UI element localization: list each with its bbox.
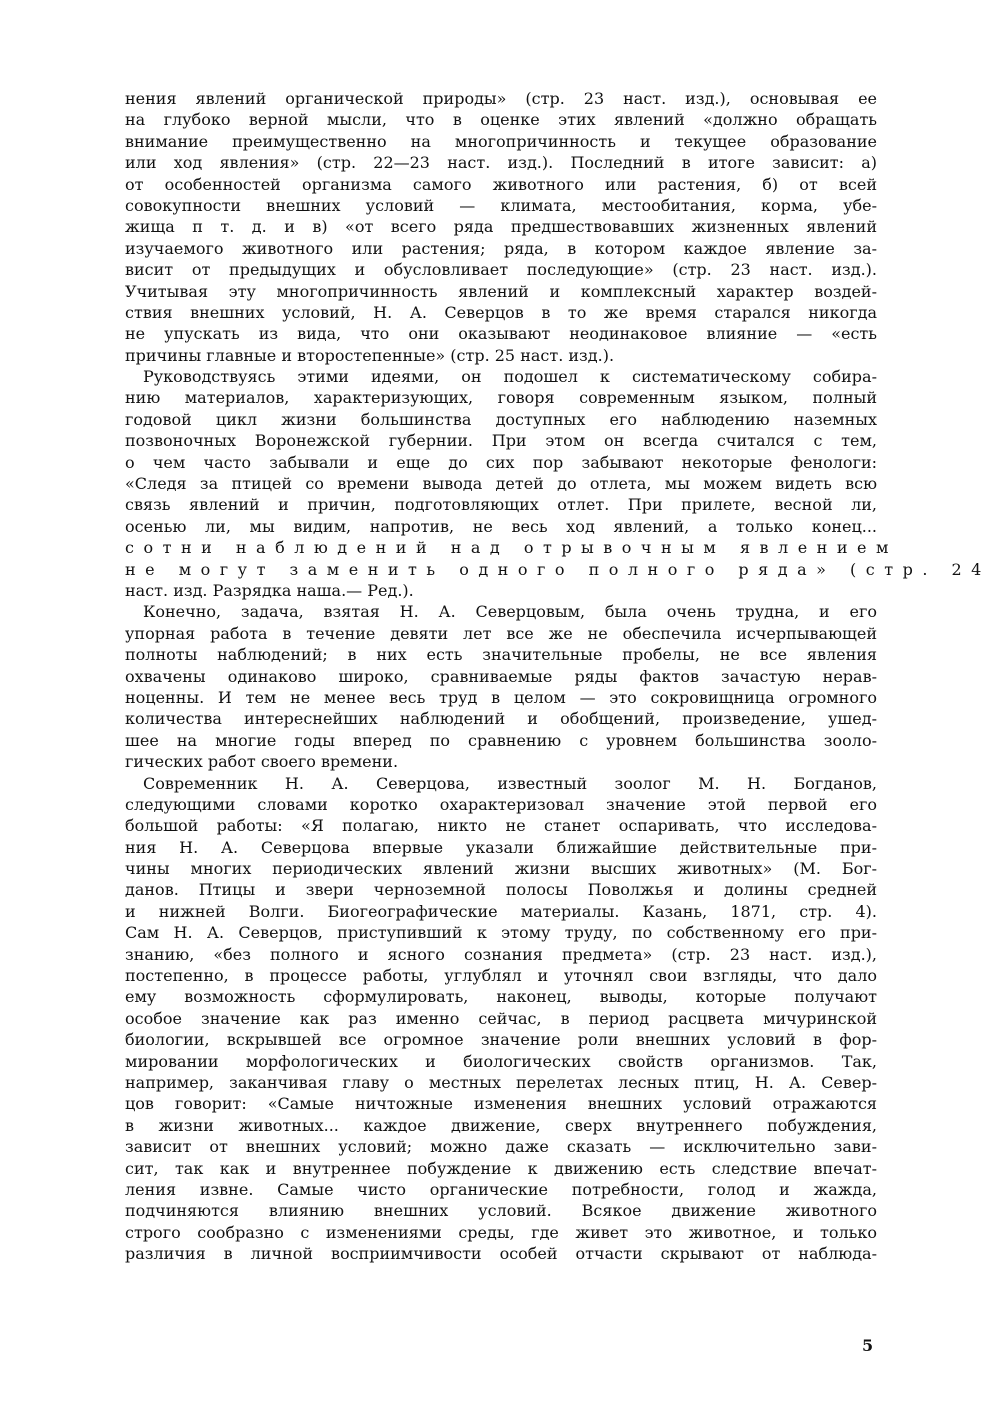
text-line: нения явлений органической природы» (стр. 23 наст. изд.), основывая ее: [125, 89, 877, 108]
text-line: жища п т. д. и в) «от всего ряда предшествовавших жизненных явлений: [125, 217, 877, 237]
text-line: охвачены одинаково широко, сравниваемые ряды фактов зачастую нерав-: [125, 666, 877, 686]
text-line: ствия внешних условий, Н. А. Северцов в то же время старался никогда: [125, 302, 877, 322]
text-line: чины многих периодических явлений жизни высших животных» (М. Бог-: [125, 859, 877, 879]
text-line: например, заканчивая главу о местных перелетах лесных птиц, Н. А. Север-: [125, 1072, 877, 1092]
text-line: не упускать из вида, что они оказывают неодинаковое влияние — «есть: [125, 324, 877, 344]
text-line: связь явлений и причин, подготовляющих отлет. При прилете, весной ли,: [125, 495, 877, 515]
paragraph-1: [125, 88, 877, 366]
text-line: причины главные и второстепенные» (стр. 25 наст. изд.).: [125, 345, 615, 365]
text-line: данов. Птицы и звери черноземной полосы Поволжья и долины средней: [125, 880, 877, 900]
text-line-spaced: не могут заменить одного полного ряда» (стр. 24: [125, 559, 991, 579]
page-number: 5: [862, 1336, 874, 1355]
text-line: на глубоко верной мысли, что в оценке этих явлений «должно обращать: [125, 110, 877, 130]
text-line: в жизни животных... каждое движение, сверх внутреннего побуждения,: [125, 1115, 877, 1135]
text-line: большой работы: «Я полагаю, никто не станет оспаривать, что исследова-: [125, 816, 877, 836]
text-line: годовой цикл жизни большинства доступных его наблюдению наземных: [125, 409, 877, 429]
text-line: или ход явления» (стр. 22—23 наст. изд.). Последний в итоге зависит: а): [125, 153, 877, 173]
text-line: полноты наблюдений; в них есть значительные пробелы, не все явления: [125, 645, 877, 665]
text-line: Сам Н. А. Северцов, приступивший к этому труду, по собственному его при-: [125, 923, 877, 943]
text-line: упорная работа в течение девяти лет все же не обеспечила исчерпывающей: [125, 623, 877, 643]
text-line: изучаемого животного или растения; ряда, в котором каждое явление за-: [125, 238, 877, 258]
text-line: сит, так как и внутреннее побуждение к движению есть следствие впечат-: [125, 1158, 877, 1178]
text-line: биологии, вскрывшей все огромное значение роли внешних условий в фор-: [125, 1030, 877, 1050]
text-line: осенью ли, мы видим, напротив, не весь ход явлений, а только конец...: [125, 516, 877, 536]
text-line: следующими словами коротко охарактеризовал значение этой первой его: [125, 794, 877, 814]
text-line: Руководствуясь этими идеями, он подошел к систематическому собира-: [143, 367, 877, 387]
page-body: [125, 88, 991, 1264]
text-line: ния Н. А. Северцова впервые указали ближайшие действительные при-: [125, 837, 877, 857]
text-line: висит от предыдущих и обусловливает последующие» (стр. 23 наст. изд.).: [125, 260, 877, 280]
text-line: строго сообразно с изменениями среды, где живет это животное, и только: [125, 1222, 877, 1242]
text-line: внимание преимущественно на многопричинность и текущее образование: [125, 131, 877, 151]
text-line: мировании морфологических и биологических свойств организмов. Так,: [125, 1051, 877, 1071]
text-line: цов говорит: «Самые ничтожные изменения внешних условий отражаются: [125, 1094, 877, 1114]
text-line: позвоночных Воронежской губернии. При этом он всегда считался с тем,: [125, 431, 877, 451]
text-line: гических работ своего времени.: [125, 752, 399, 772]
paragraph-2: [125, 366, 991, 601]
text-line: особое значение как раз именно сейчас, в период расцвета мичуринской: [125, 1008, 877, 1028]
text-line: от особенностей организма самого животного или растения, б) от всей: [125, 174, 877, 194]
text-line: нию материалов, характеризующих, говоря современным языком, полный: [125, 388, 877, 408]
text-line: Учитывая эту многопричинность явлений и комплексный характер воздей-: [125, 281, 877, 301]
text-line: наст. изд. Разрядка наша.— Ред.).: [125, 580, 414, 600]
text-line: различия в личной восприимчивости особей отчасти скрывают от наблюда-: [125, 1244, 877, 1264]
text-line: ления извне. Самые чисто органические потребности, голод и жажда,: [125, 1179, 877, 1199]
text-line: «Следя за птицей со времени вывода детей до отлета, мы можем видеть всю: [125, 474, 877, 494]
paragraph-3: [125, 601, 877, 772]
text-line: Конечно, задача, взятая Н. А. Северцовым, была очень трудна, и его: [143, 602, 877, 622]
text-line: о чем часто забывали и еще до сих пор забывают некоторые фенологи:: [125, 452, 877, 472]
text-line: подчиняются влиянию внешних условий. Всякое движение животного: [125, 1201, 877, 1221]
text-line: зависит от внешних условий; можно даже сказать — исключительно зави-: [125, 1137, 877, 1157]
text-line: знанию, «без полного и ясного сознания предмета» (стр. 23 наст. изд.),: [125, 944, 877, 964]
text-line: шее на многие годы вперед по сравнению с уровнем большинства зооло-: [125, 730, 877, 750]
text-line: ему возможность сформулировать, наконец, выводы, которые получают: [125, 987, 877, 1007]
text-line: постепенно, в процессе работы, углублял и уточнял свои взгляды, что дало: [125, 966, 877, 986]
text-line: совокупности внешних условий — климата, местообитания, корма, убе-: [125, 195, 877, 215]
text-line: количества интереснейших наблюдений и обобщений, произведение, ушед-: [125, 709, 877, 729]
text-line: и нижней Волги. Биогеографические материалы. Казань, 1871, стр. 4).: [125, 901, 877, 921]
text-line-spaced: сотни наблюдений над отрывочным явлением: [125, 538, 898, 558]
text-line: ноценны. И тем не менее весь труд в целом — это сокровищница огромного: [125, 687, 877, 707]
text-line: Современник Н. А. Северцова, известный зоолог М. Н. Богданов,: [143, 773, 877, 793]
paragraph-4: [125, 773, 877, 1265]
